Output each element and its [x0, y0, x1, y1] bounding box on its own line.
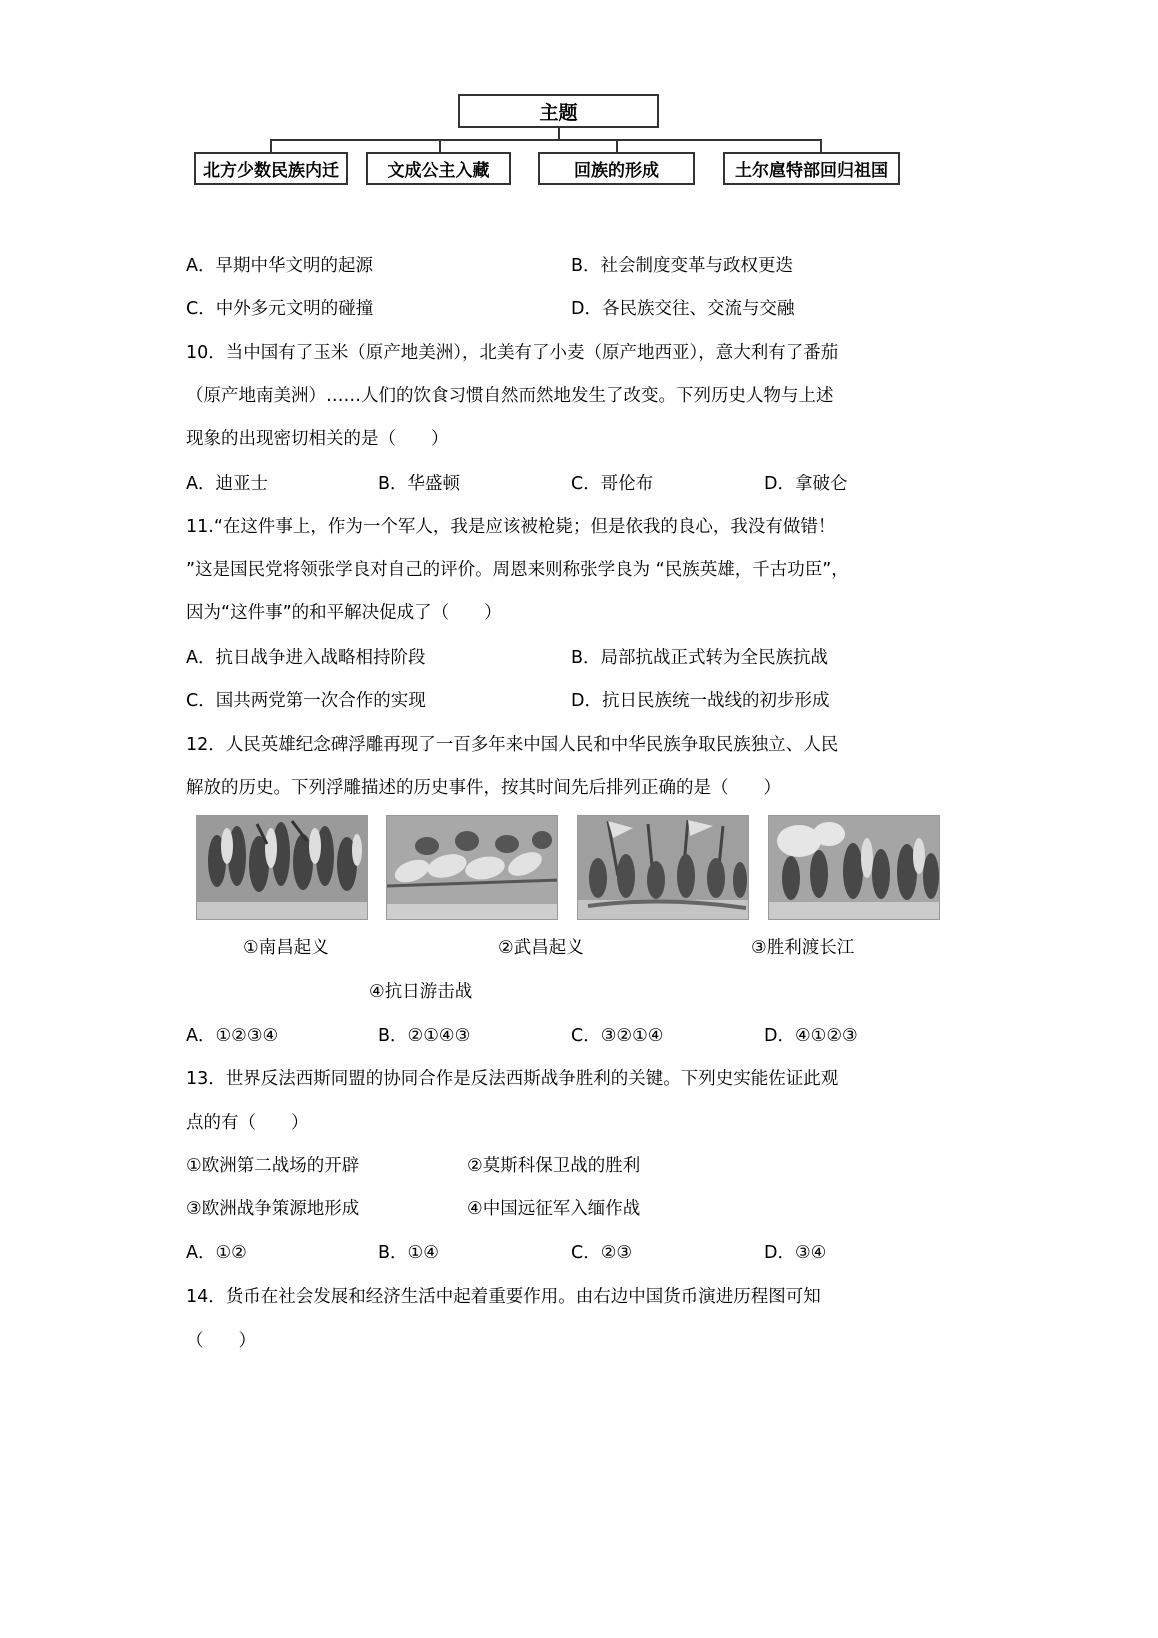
option-b[interactable]: B．①④: [378, 1243, 439, 1263]
question-14-text: 14．货币在社会发展和经济生活中起着重要作用。由右边中国货币演进历程图可知: [186, 1287, 821, 1307]
option-a[interactable]: A．①②: [186, 1243, 247, 1263]
relief-image-4: [768, 815, 940, 920]
question-10-text: 现象的出现密切相关的是（ ）: [186, 429, 449, 449]
diagram-child: 土尔扈特部回归祖国: [723, 152, 900, 185]
diagram-child: 北方少数民族内迁: [194, 152, 348, 185]
statement-item: ②莫斯科保卫战的胜利: [467, 1156, 641, 1176]
diagram-connector: [820, 139, 822, 152]
question-13-text: 13．世界反法西斯同盟的协同合作是反法西斯战争胜利的关键。下列史实能佐证此观: [186, 1069, 839, 1089]
statement-item: ①欧洲第二战场的开辟: [186, 1156, 360, 1176]
relief-caption-1: ①南昌起义: [243, 938, 329, 958]
statement-item: ③欧洲战争策源地形成: [186, 1199, 360, 1219]
question-11-text: ”这是国民党将领张学良对自己的评价。周恩来则称张学良为 “民族英雄，千古功臣”，: [186, 560, 849, 580]
question-14-text: （ ）: [186, 1331, 256, 1351]
option-a[interactable]: A．早期中华文明的起源: [186, 256, 373, 276]
question-11-text: 11.“在这件事上，作为一个军人，我是应该被枪毙；但是依我的良心，我没有做错！: [186, 517, 836, 537]
option-d[interactable]: D．拿破仑: [764, 474, 848, 494]
option-a[interactable]: A．迪亚士: [186, 474, 268, 494]
option-d[interactable]: D．③④: [764, 1243, 827, 1263]
option-a[interactable]: A．①②③④: [186, 1026, 279, 1046]
option-b[interactable]: B．社会制度变革与政权更迭: [571, 256, 794, 276]
diagram-connector: [439, 139, 441, 152]
statement-item: ④中国远征军入缅作战: [467, 1199, 641, 1219]
diagram-connector: [616, 139, 618, 152]
option-c[interactable]: C．哥伦布: [571, 474, 654, 494]
diagram-connector: [270, 139, 272, 152]
option-c[interactable]: C．国共两党第一次合作的实现: [186, 691, 426, 711]
relief-image-2: [386, 815, 558, 920]
option-b[interactable]: B．②①④③: [378, 1026, 471, 1046]
diagram-child: 文成公主入藏: [366, 152, 511, 185]
option-d[interactable]: D．④①②③: [764, 1026, 858, 1046]
option-d[interactable]: D．抗日民族统一战线的初步形成: [571, 691, 830, 711]
question-11-text: 因为“这件事”的和平解决促成了（ ）: [186, 603, 502, 623]
diagram-connector: [270, 139, 821, 141]
question-13-text: 点的有（ ）: [186, 1113, 309, 1133]
question-10-text: 10．当中国有了玉米（原产地美洲），北美有了小麦（原产地西亚），意大利有了番茄: [186, 343, 839, 363]
relief-caption-3: ③胜利渡长江: [751, 938, 855, 958]
option-d[interactable]: D．各民族交往、交流与交融: [571, 299, 795, 319]
question-12-text: 12．人民英雄纪念碑浮雕再现了一百多年来中国人民和中华民族争取民族独立、人民: [186, 735, 839, 755]
option-c[interactable]: C．③②①④: [571, 1026, 664, 1046]
diagram-root: 主题: [458, 94, 659, 128]
option-b[interactable]: B．华盛顿: [378, 474, 461, 494]
option-b[interactable]: B．局部抗战正式转为全民族抗战: [571, 648, 829, 668]
question-12-text: 解放的历史。下列浮雕描述的历史事件，按其时间先后排列正确的是（ ）: [186, 778, 781, 798]
diagram-child: 回族的形成: [538, 152, 695, 185]
question-10-text: （原产地南美洲）……人们的饮食习惯自然而然地发生了改变。下列历史人物与上述: [186, 386, 834, 406]
option-c[interactable]: C．中外多元文明的碰撞: [186, 299, 374, 319]
option-c[interactable]: C．②③: [571, 1243, 633, 1263]
relief-caption-2: ②武昌起义: [498, 938, 584, 958]
option-a[interactable]: A．抗日战争进入战略相持阶段: [186, 648, 426, 668]
relief-image-1: [196, 815, 368, 920]
relief-caption-4: ④抗日游击战: [369, 982, 473, 1002]
relief-image-3: [577, 815, 749, 920]
